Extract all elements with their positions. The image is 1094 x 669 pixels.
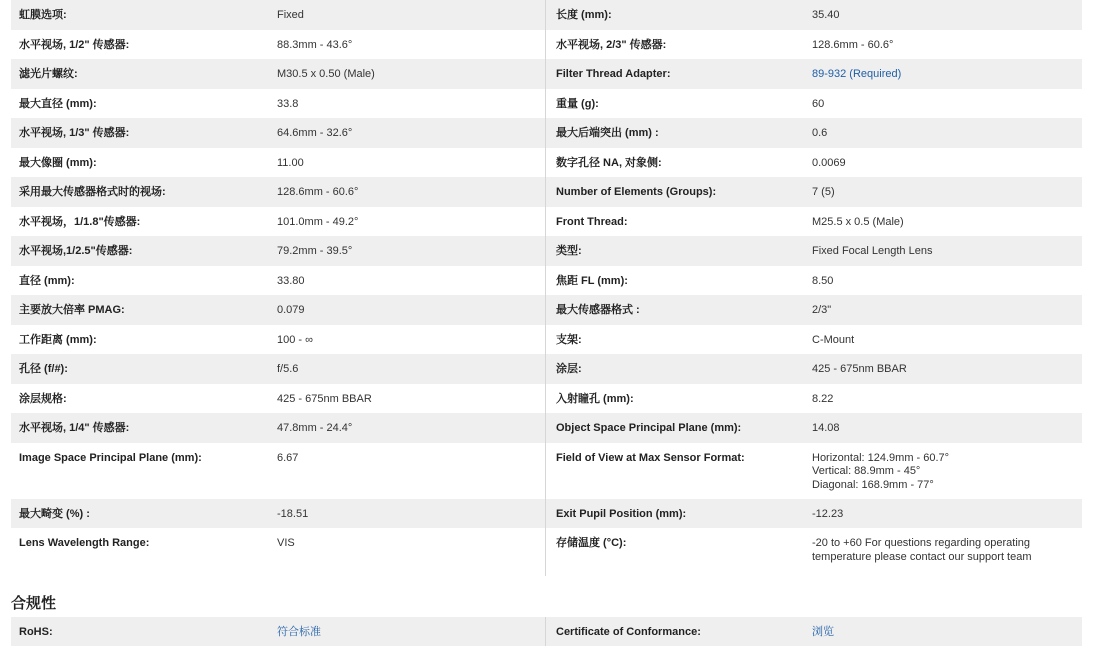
compliance-row (11, 617, 1082, 646)
spec-right-cell (546, 266, 1082, 296)
spec-value: Fixed Focal Length Lens (812, 245, 933, 257)
spec-row (11, 30, 1082, 60)
spec-value-link[interactable]: 浏览 (812, 626, 834, 638)
spec-label: 最大直径 (mm): (19, 97, 97, 110)
spec-left-cell (11, 148, 546, 178)
spec-left-cell (11, 59, 546, 89)
spec-value: 14.08 (812, 422, 840, 434)
spec-right-cell (546, 89, 1082, 119)
spec-label: 涂层: (556, 363, 582, 375)
spec-label: Image Space Principal Plane (mm): (19, 451, 202, 464)
spec-right-cell (546, 384, 1082, 414)
spec-value: -20 to +60 For questions regarding operating temperature please contact our support team (812, 537, 1032, 563)
spec-label: 入射瞳孔 (mm): (556, 392, 634, 405)
spec-label: 水平视场,1/2.5"传感器: (19, 245, 133, 257)
spec-right-cell (546, 295, 1082, 325)
spec-label: 长度 (mm): (556, 9, 612, 21)
spec-right-cell (546, 499, 1082, 529)
compliance-table (11, 617, 1082, 646)
spec-right-cell (546, 148, 1082, 178)
spec-label: Field of View at Max Sensor Format: (556, 451, 745, 464)
spec-label: 水平视场, 1/4" 传感器: (19, 422, 130, 434)
spec-row (11, 266, 1082, 296)
spec-right-cell (546, 528, 1082, 576)
spec-label: Lens Wavelength Range: (19, 537, 150, 549)
spec-value: 33.8 (277, 97, 299, 110)
specifications-table (11, 0, 1082, 576)
spec-label: 水平视场，1/1.8"传感器: (19, 215, 141, 228)
spec-right-cell (546, 30, 1082, 60)
spec-left-cell (11, 236, 546, 266)
spec-label: 虹膜选项: (19, 9, 67, 21)
spec-left-cell (11, 89, 546, 119)
spec-value: 100 - ∞ (277, 333, 313, 346)
spec-value: 0.6 (812, 127, 828, 139)
spec-label: 直径 (mm): (19, 274, 75, 287)
spec-right-cell (546, 325, 1082, 355)
spec-value: 35.40 (812, 9, 840, 21)
spec-value: Horizontal: 124.9mm - 60.7° Vertical: 88.9mm - 45° Diagonal: 168.9mm - 77° (812, 451, 950, 491)
spec-value: f/5.6 (277, 363, 299, 375)
spec-left-cell (11, 266, 546, 296)
spec-label: 最大像圈 (mm): (19, 156, 97, 169)
spec-label: 采用最大传感器格式时的视场: (19, 186, 166, 198)
spec-label: 最大传感器格式 : (556, 304, 640, 316)
spec-row (11, 413, 1082, 443)
spec-label: 主要放大倍率 PMAG: (19, 304, 125, 316)
spec-row (11, 236, 1082, 266)
spec-label: 涂层规格: (19, 392, 67, 405)
spec-left-cell (11, 118, 546, 148)
spec-value: VIS (277, 537, 295, 549)
spec-value: 60 (812, 97, 825, 110)
spec-label: 水平视场, 2/3" 传感器: (556, 38, 667, 51)
spec-value: 11.00 (277, 156, 304, 169)
spec-row (11, 295, 1082, 325)
spec-right-cell (546, 617, 1082, 646)
spec-value: -12.23 (812, 507, 844, 520)
spec-right-cell (546, 59, 1082, 89)
spec-right-cell (546, 118, 1082, 148)
spec-row (11, 89, 1082, 119)
spec-value: -18.51 (277, 507, 309, 520)
spec-label: 支架: (556, 333, 582, 346)
spec-left-cell (11, 177, 546, 207)
spec-value: C-Mount (812, 333, 855, 346)
spec-value: Fixed (277, 9, 304, 21)
spec-value: 2/3" (812, 304, 832, 316)
spec-value: M30.5 x 0.50 (Male) (277, 68, 375, 80)
spec-left-cell (11, 30, 546, 60)
spec-value: 7 (5) (812, 186, 835, 198)
spec-value: 64.6mm - 32.6° (277, 127, 353, 139)
spec-left-cell (11, 0, 546, 30)
spec-value: 6.67 (277, 451, 299, 464)
spec-label: Exit Pupil Position (mm): (556, 507, 687, 520)
spec-value: 88.3mm - 43.6° (277, 38, 353, 51)
spec-row (11, 499, 1082, 529)
spec-row (11, 443, 1082, 499)
spec-label: Filter Thread Adapter: (556, 68, 671, 80)
spec-row (11, 207, 1082, 237)
spec-value-link[interactable]: 符合标准 (277, 626, 321, 638)
spec-label: 焦距 FL (mm): (556, 274, 628, 287)
spec-value: M25.5 x 0.5 (Male) (812, 215, 904, 228)
spec-row (11, 148, 1082, 178)
spec-row (11, 354, 1082, 384)
spec-label: 滤光片螺纹: (19, 68, 78, 80)
spec-row (11, 118, 1082, 148)
spec-row (11, 0, 1082, 30)
spec-label: 最大畸变 (%) : (19, 507, 90, 520)
spec-label: 最大后端突出 (mm) : (556, 127, 659, 139)
spec-value: 128.6mm - 60.6° (812, 38, 894, 51)
spec-value: 8.50 (812, 274, 834, 287)
spec-right-cell (546, 236, 1082, 266)
spec-left-cell (11, 499, 546, 529)
spec-value: 8.22 (812, 392, 834, 405)
spec-label: Number of Elements (Groups): (556, 186, 717, 198)
spec-left-cell (11, 384, 546, 414)
spec-label: 数字孔径 NA, 对象侧: (556, 156, 662, 169)
spec-right-cell (546, 207, 1082, 237)
spec-label: Certificate of Conformance: (556, 626, 701, 638)
spec-right-cell (546, 413, 1082, 443)
spec-value: 79.2mm - 39.5° (277, 245, 353, 257)
spec-label: Front Thread: (556, 215, 628, 228)
spec-label: 水平视场, 1/2" 传感器: (19, 38, 130, 51)
spec-row (11, 177, 1082, 207)
spec-label: 类型: (556, 245, 582, 257)
spec-left-cell (11, 325, 546, 355)
spec-left-cell (11, 528, 546, 576)
spec-label: 工作距离 (mm): (19, 333, 97, 346)
spec-left-cell (11, 443, 546, 499)
spec-value: 0.079 (277, 304, 305, 316)
spec-right-cell (546, 177, 1082, 207)
spec-value: 33.80 (277, 274, 305, 287)
spec-label: RoHS: (19, 626, 53, 638)
spec-left-cell (11, 354, 546, 384)
compliance-section-title: 合规性 (11, 595, 57, 612)
spec-left-cell (11, 207, 546, 237)
spec-value-link[interactable]: 89-932 (Required) (812, 68, 902, 80)
spec-value: 101.0mm - 49.2° (277, 215, 359, 228)
spec-label: 重量 (g): (556, 97, 599, 110)
spec-value: 47.8mm - 24.4° (277, 422, 353, 434)
spec-value: 425 - 675nm BBAR (812, 363, 907, 375)
spec-value: 0.0069 (812, 156, 846, 169)
spec-left-cell (11, 617, 546, 646)
spec-row (11, 384, 1082, 414)
spec-label: Object Space Principal Plane (mm): (556, 422, 742, 434)
spec-right-cell (546, 443, 1082, 499)
spec-right-cell (546, 354, 1082, 384)
spec-right-cell (546, 0, 1082, 30)
spec-label: 水平视场, 1/3" 传感器: (19, 127, 130, 139)
spec-label: 孔径 (f/#): (19, 363, 68, 375)
spec-row (11, 59, 1082, 89)
spec-value: 425 - 675nm BBAR (277, 392, 372, 405)
spec-value: 128.6mm - 60.6° (277, 186, 359, 198)
spec-left-cell (11, 413, 546, 443)
spec-row (11, 325, 1082, 355)
spec-row (11, 528, 1082, 576)
spec-left-cell (11, 295, 546, 325)
spec-label: 存储温度 (°C): (556, 537, 627, 549)
